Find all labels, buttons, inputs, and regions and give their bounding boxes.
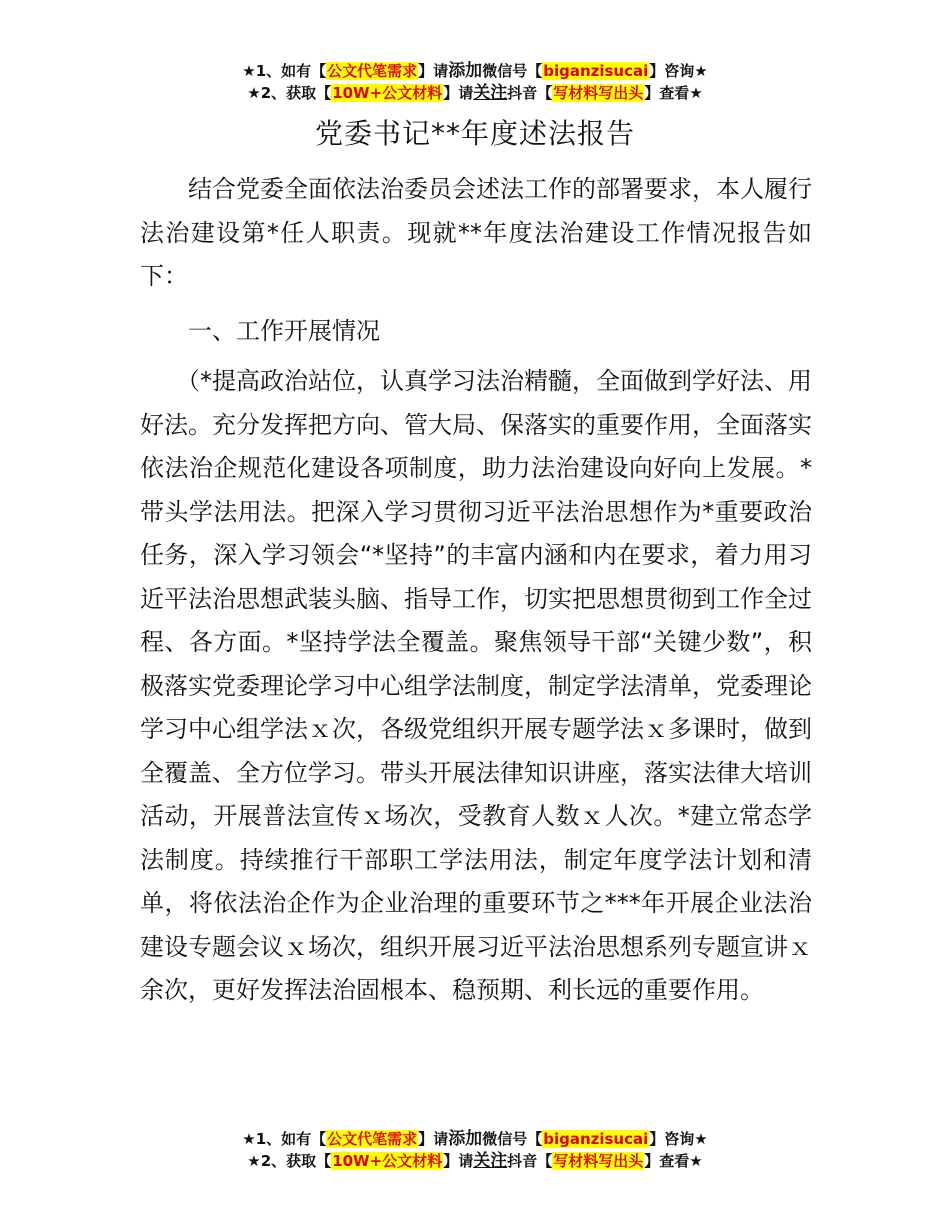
footer-banner-line-1: [0, 1128, 950, 1150]
section-heading-text: 一、工作开展情况: [188, 317, 380, 345]
banner-highlight: 10W+公文材料: [332, 1152, 443, 1170]
banner-text: 】查看★: [644, 84, 703, 102]
header-banner-line-1: [0, 60, 950, 82]
header-banner-line-2: [0, 82, 950, 104]
banner-highlight-wechat-id: biganzisucai: [543, 1130, 649, 1148]
banner-highlight-douyin: 写材料写出头: [553, 84, 644, 102]
banner-highlight-wechat-id: biganzisucai: [543, 62, 649, 80]
banner-text: ★1、如有【: [242, 1130, 327, 1148]
header-banner: [0, 60, 950, 104]
banner-text: 微信号【: [482, 1130, 543, 1148]
banner-emphasis: 关注: [473, 1151, 508, 1171]
footer-banner: [0, 1128, 950, 1172]
banner-text: ★2、获取【: [247, 84, 332, 102]
banner-text: 微信号【: [482, 62, 543, 80]
banner-highlight: 公文代笔需求: [327, 62, 418, 80]
banner-highlight: 10W+公文材料: [332, 84, 443, 102]
banner-text: 】请: [418, 1130, 449, 1148]
banner-text: 抖音【: [507, 1152, 553, 1170]
banner-highlight: 公文代笔需求: [327, 1130, 418, 1148]
section-heading: [140, 310, 812, 354]
banner-text: 】咨询★: [649, 62, 708, 80]
section-paragraph: [140, 360, 812, 1013]
intro-text: 结合党委全面依法治委员会述法工作的部署要求，本人履行法治建设第*任人职责。现就**年度法治建设工作情况报告如下：: [140, 175, 812, 290]
section-paragraph-text: （*提高政治站位，认真学习法治精髓，全面做到学好法、用好法。充分发挥把方向、管大局、保落实的重要作用，全面落实依法治企规范化建设各项制度，助力法治建设向好向上发展。*带头学法用法。把深入学习贯彻习近平法治思想作为*重要政治任务，深入学习领会“*坚持”的丰富内涵和内在要求，着力用习近平法治思想武装头脑、指导工作，切实把思想贯彻到工作全过程、各方面。*坚持学法全覆盖。聚焦领导干部“关键少数”，积极落实党委理论学习中心组学法制度，制定学法清单，党委理论学习中心组学法ｘ次，各级党组织开展专题学法ｘ多课时，做到全覆盖、全方位学习。带头开展法律知识讲座，落实法律大培训活动，开展普法宣传ｘ场次，受教育人数ｘ人次。*建立常态学法制度。持续推行干部职工学法用法，制定年度学法计划和清单，将依法治企作为企业治理的重要环节之***年开展企业法治建设专题会议ｘ场次，组织开展习近平法治思想系列专题宣讲ｘ余次，更好发挥法治固根本、稳预期、利长远的重要作用。: [140, 367, 812, 1004]
document-title: 党委书记**年度述法报告: [314, 117, 635, 150]
banner-highlight-douyin: 写材料写出头: [553, 1152, 644, 1170]
banner-text: ★1、如有【: [242, 62, 327, 80]
banner-text: 】请: [443, 84, 474, 102]
intro-paragraph: [140, 168, 812, 299]
banner-text: 】请: [418, 62, 449, 80]
footer-banner-line-2: [0, 1150, 950, 1172]
banner-emphasis: 添加: [448, 1129, 483, 1149]
banner-text: 】请: [443, 1152, 474, 1170]
banner-text: 】查看★: [644, 1152, 703, 1170]
banner-emphasis: 关注: [473, 83, 508, 103]
banner-text: 】咨询★: [649, 1130, 708, 1148]
banner-text: 抖音【: [507, 84, 553, 102]
banner-text: ★2、获取【: [247, 1152, 332, 1170]
banner-emphasis: 添加: [448, 61, 483, 81]
